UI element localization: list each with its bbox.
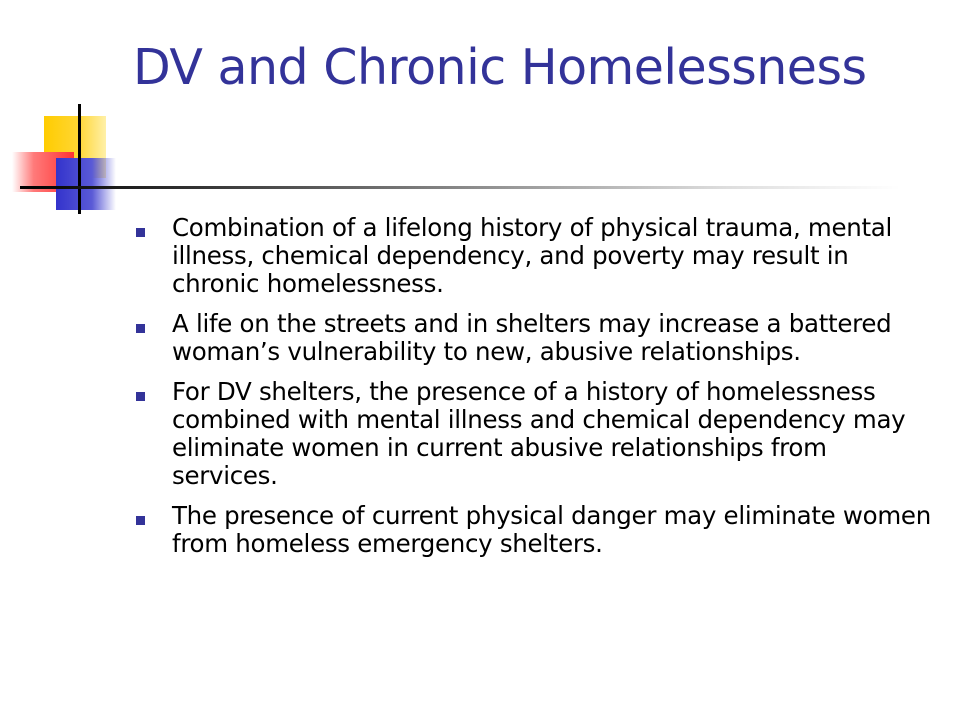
square-bullet-icon xyxy=(136,516,145,525)
decorative-logo-squares xyxy=(0,0,140,230)
blue-square-shape xyxy=(56,158,116,210)
bullet-text: The presence of current physical danger may eliminate women from homeless emergency shelters. xyxy=(172,501,931,558)
square-bullet-icon xyxy=(136,392,145,401)
square-bullet-icon xyxy=(136,228,145,237)
bullet-text: For DV shelters, the presence of a history of homelessness combined with mental illness and chemical dependency may eliminate women in current abusive relationships from services. xyxy=(172,377,906,490)
square-bullet-icon xyxy=(136,324,145,333)
bullet-text: A life on the streets and in shelters may increase a battered woman’s vulnerability to new, abusive relationships. xyxy=(172,309,892,366)
bullet-text: Combination of a lifelong history of physical trauma, mental illness, chemical dependency, and poverty may result in chronic homelessness. xyxy=(172,213,893,298)
bullet-item xyxy=(134,502,934,558)
vertical-rule xyxy=(78,104,81,214)
bullet-list xyxy=(134,214,934,570)
bullet-item xyxy=(134,378,934,490)
title-divider-line xyxy=(20,186,900,189)
bullet-item xyxy=(134,310,934,366)
bullet-item xyxy=(134,214,934,298)
slide-title: DV and Chronic Homelessness xyxy=(133,39,867,96)
